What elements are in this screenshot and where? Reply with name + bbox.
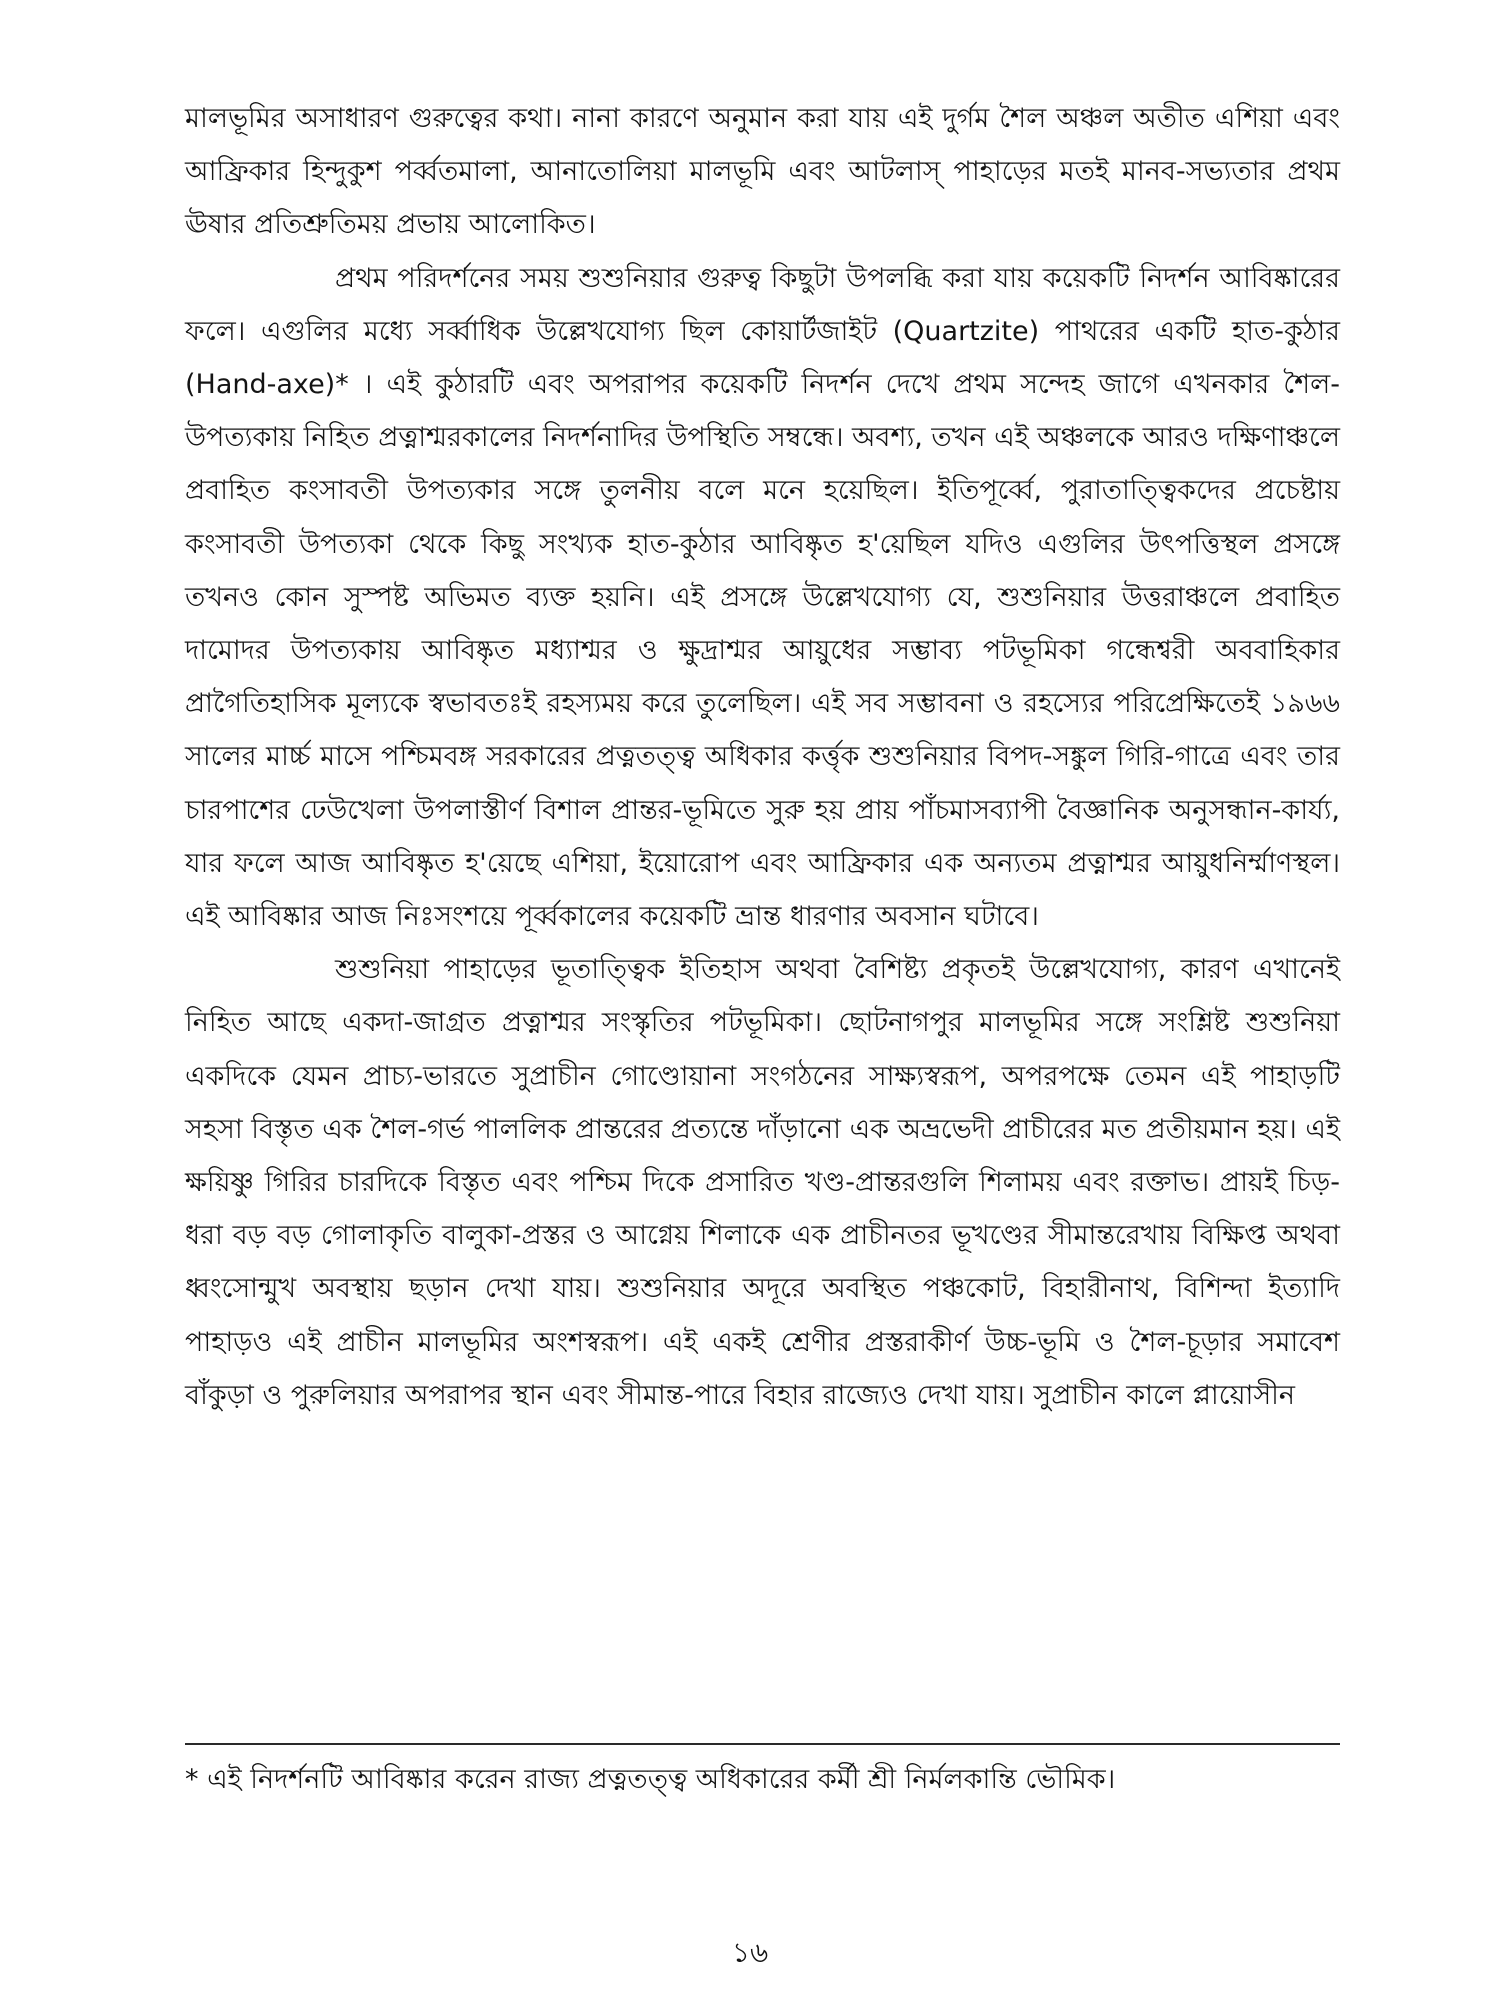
page-number: ১৬ [731, 1936, 769, 1969]
footnote-divider [185, 1743, 1340, 1745]
paragraph-1: মালভূমির অসাধারণ গুরুত্বের কথা। নানা কারণে অনুমান করা যায় এই দুর্গম শৈল অঞ্চল অতীত এশিয়া এবং আফ্রিকার হিন্দুকুশ পর্ব্বতমালা, আনাতোলিয়া মালভূমি এবং আটলাস্ পাহাড়ের মতই মানব-সভ্যতার প্রথম ঊষার প্রতিশ্রুতিময় প্রভায় আলোকিত। [185, 103, 1340, 241]
paragraph-3: শুশুনিয়া পাহাড়ের ভূতাত্ত্বিক ইতিহাস অথবা বৈশিষ্ট্য প্রকৃতই উল্লেখযোগ্য, কারণ এখানেই নিহিত আছে একদা-জাগ্রত প্রত্নাশ্মর সংস্কৃতির পটভূমিকা। ছোটনাগপুর মালভূমির সঙ্গে সংশ্লিষ্ট শুশুনিয়া একদিকে যেমন প্রাচ্য-ভারতে সুপ্রাচীন গোণ্ডোয়ানা সংগঠনের সাক্ষ্যস্বরূপ, অপরপক্ষে তেমন এই পাহাড়টি সহসা বিস্তৃত এক শৈল-গর্ভ পাললিক প্রান্তরের প্রত্যন্তে দাঁড়ানো এক অভ্রভেদী প্রাচীরের মত প্রতীয়মান হয়। এই ক্ষয়িষ্ণু গিরির চারদিকে বিস্তৃত এবং পশ্চিম দিকে প্রসারিত খণ্ড-প্রান্তরগুলি শিলাময় এবং রক্তাভ। প্রায়ই চিড়-ধরা বড় বড় গোলাকৃতি বালুকা-প্রস্তর ও আগ্নেয় শিলাকে এক প্রাচীনতর ভূখণ্ডের সীমান্তরেখায় বিক্ষিপ্ত অথবা ধ্বংসোন্মুখ অবস্থায় ছড়ান দেখা যায়। শুশুনিয়ার অদূরে অবস্থিত পঞ্চকোট, বিহারীনাথ, বিশিন্দা ইত্যাদি পাহাড়ও এই প্রাচীন মালভূমির অংশস্বরূপ। এই একই শ্রেণীর প্রস্তরাকীর্ণ উচ্চ-ভূমি ও শৈল-চূড়ার সমাবেশ বাঁকুড়া ও পুরুলিয়ার অপরাপর স্থান এবং সীমান্ত-পারে বিহার রাজ্যেও দেখা যায়। সুপ্রাচীন কালে প্লায়োসীন [185, 954, 1340, 1411]
paragraph-2: প্রথম পরিদর্শনের সময় শুশুনিয়ার গুরুত্ব কিছুটা উপলব্ধি করা যায় কয়েকটি নিদর্শন আবিষ্কারের ফলে। এগুলির মধ্যে সর্ব্বাধিক উল্লেখযোগ্য ছিল কোয়ার্টজাইট (Quartzite) পাথরের একটি হাত-কুঠার (Hand-axe)* । এই কুঠারটি এবং অপরাপর কয়েকটি নিদর্শন দেখে প্রথম সন্দেহ জাগে এখনকার শৈল-উপত্যকায় নিহিত প্রত্নাশ্মরকালের নিদর্শনাদির উপস্থিতি সম্বন্ধে। অবশ্য, তখন এই অঞ্চলকে আরও দক্ষিণাঞ্চলে প্রবাহিত কংসাবতী উপত্যকার সঙ্গে তুলনীয় বলে মনে হয়েছিল। ইতিপূর্ব্বে, পুরাতাত্ত্বিকদের প্রচেষ্টায় কংসাবতী উপত্যকা থেকে কিছু সংখ্যক হাত-কুঠার আবিষ্কৃত হ'য়েছিল যদিও এগুলির উৎপত্তিস্থল প্রসঙ্গে তখনও কোন সুস্পষ্ট অভিমত ব্যক্ত হয়নি। এই প্রসঙ্গে উল্লেখযোগ্য যে, শুশুনিয়ার উত্তরাঞ্চলে প্রবাহিত দামোদর উপত্যকায় আবিষ্কৃত মধ্যাশ্মর ও ক্ষুদ্রাশ্মর আয়ুধের সম্ভাব্য পটভূমিকা গন্ধেশ্বরী অববাহিকার প্রাগৈতিহাসিক মূল্যকে স্বভাবতঃই রহস্যময় করে তুলেছিল। এই সব সম্ভাবনা ও রহস্যের পরিপ্রেক্ষিতেই ১৯৬৬ সালের মার্চ্চ মাসে পশ্চিমবঙ্গ সরকারের প্রত্নতত্ত্ব অধিকার কর্ত্তৃক শুশুনিয়ার বিপদ-সঙ্কুল গিরি-গাত্রে এবং তার চারপাশের ঢেউখেলা উপলাস্তীর্ণ বিশাল প্রান্তর-ভূমিতে সুরু হয় প্রায় পাঁচমাসব্যাপী বৈজ্ঞানিক অনুসন্ধান-কার্য্য, যার ফলে আজ আবিষ্কৃত হ'য়েছে এশিয়া, ইয়োরোপ এবং আফ্রিকার এক অন্যতম প্রত্নাশ্মর আয়ুধনির্ম্মাণস্থল। এই আবিষ্কার আজ নিঃসংশয়ে পূর্ব্বকালের কয়েকটি ভ্রান্ত ধারণার অবসান ঘটাবে। [185, 262, 1341, 933]
footnote: * এই নিদর্শনটি আবিষ্কার করেন রাজ্য প্রত্নতত্ত্ব অধিকারের কর্মী শ্রী নির্মলকান্তি ভৌমিক। [185, 1764, 1116, 1795]
body-text [185, 92, 1340, 1422]
